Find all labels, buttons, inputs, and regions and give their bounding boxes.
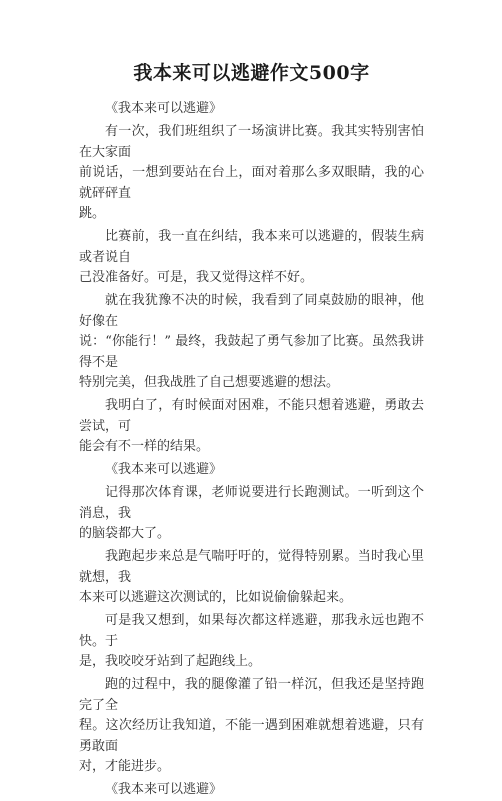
subtitle-paragraph: 《我本来可以逃避》 — [105, 101, 223, 116]
subtitle-paragraph: 《我本来可以逃避》 — [105, 462, 223, 477]
body-paragraph: 可是我又想到，如果每次都这样逃避，那我永远也跑不快。于 是，我咬咬牙站到了起跑线上。 — [79, 613, 424, 669]
body-paragraph: 记得那次体育课，老师说要进行长跑测试。一听到这个消息，我 的脑袋都大了。 — [79, 485, 424, 541]
body-paragraph: 有一次，我们班组织了一场演讲比赛。我其实特别害怕在大家面 前说话，一想到要站在台上，面对着那么多双眼睛，我的心就砰砰直 跳。 — [79, 124, 424, 221]
document-body — [79, 99, 424, 801]
body-paragraph: 就在我犹豫不决的时候，我看到了同桌鼓励的眼神，他好像在 说：“你能行！” 最终，我鼓起了勇气参加了比赛。虽然我讲得不是 特别完美，但我战胜了自己想要逃避的想法。 — [79, 293, 424, 390]
body-paragraph: 我跑起步来总是气喘吁吁的，觉得特别累。当时我心里就想，我 本来可以逃避这次测试的，比如说偷偷躲起来。 — [79, 549, 424, 605]
body-paragraph: 我明白了，有时候面对困难，不能只想着逃避，勇敢去尝试，可 能会有不一样的结果。 — [79, 398, 424, 454]
body-paragraph: 比赛前，我一直在纠结，我本来可以逃避的，假装生病或者说自 己没准备好。可是，我又觉得这样不好。 — [79, 229, 424, 285]
subtitle-paragraph: 《我本来可以逃避》 — [105, 782, 223, 797]
body-paragraph: 跑的过程中，我的腿像灌了铅一样沉，但我还是坚持跑完了全 程。这次经历让我知道，不能一遇到困难就想着逃避，只有勇敢面 对，才能进步。 — [79, 677, 424, 774]
document-title: 我本来可以逃避作文500字 — [133, 62, 370, 84]
